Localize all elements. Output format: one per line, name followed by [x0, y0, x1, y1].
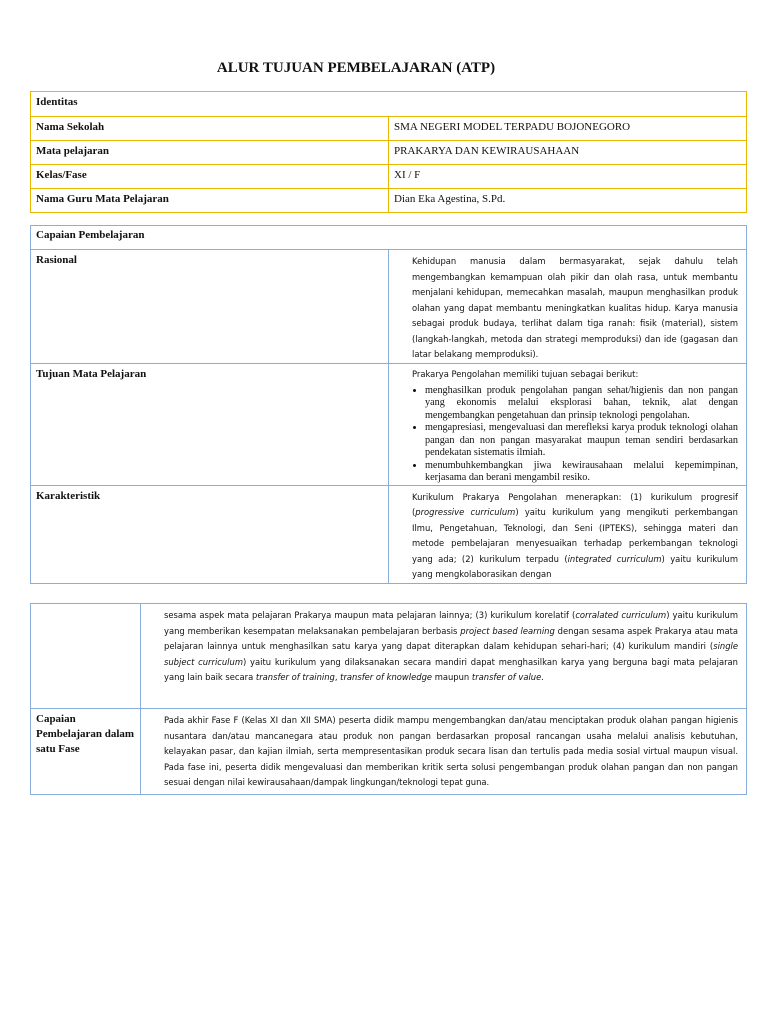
text-run: ) yaitu kurikulum yang memberikan kesempatan melaksanakan pembelajaran berbasis [164, 610, 738, 636]
text-run: ) yaitu kurikulum yang dilaksanakan secara mandiri dapat menghasilkan karya yang berguna bagi mata pelajaran yang lain baik secara [164, 656, 738, 682]
karakteristik-label-continued [31, 604, 141, 709]
value-kelas-fase: XI / F [389, 165, 747, 189]
fase-text: Pada akhir Fase F (Kelas XI dan XII SMA) peserta didik mampu mengembangkan dan/atau menciptakan produk olahan pangan higienis nusantara dan/atau mancanegara atau produk non pangan berdasarkan proposal rancangan usaha melalui analisis kebutuhan, kelayakan pasar, dan kajian ilmiah, serta mempresentasikan produk secara lisan dan tertulis pada media sosial virtual maupun visual. Pada fase ini, peserta didik mengevaluasi dan memberikan kritik serta solusi pengembangan produk olahan pangan dan non pangan sesuai dengan nilai kewirausahaan/dampak lingkungan/teknologi tepat guna. [141, 709, 747, 795]
text-italic: project based learning [460, 625, 555, 636]
text-run: . [541, 672, 544, 682]
tujuan-cell [389, 363, 747, 485]
label-nama-guru: Nama Guru Mata Pelajaran [31, 189, 389, 213]
page-title: ALUR TUJUAN PEMBELAJARAN (ATP) [216, 60, 496, 76]
text-italic: transfer of training [255, 672, 335, 682]
text-run: , [334, 672, 341, 682]
text-run: maupun [432, 672, 472, 682]
value-nama-sekolah: SMA NEGERI MODEL TERPADU BOJONEGORO [389, 117, 747, 141]
text-run: sesama aspek mata pelajaran Prakarya maupun mata pelajaran lainnya; (3) kurikulum korelatif ( [164, 610, 576, 620]
tujuan-intro: Prakarya Pengolahan memiliki tujuan sebagai berikut: [412, 368, 639, 379]
capaian-table-continued [30, 603, 747, 795]
text-run: ) yaitu kurikulum yang mengkolaborasikan dengan [412, 553, 738, 579]
rasional-text: Kehidupan manusia dalam bermasyarakat, sejak dahulu telah mengembangkan kemampuan olah pikir dan olah rasa, untuk membantu menjalani kehidupan, memecahkan masalah, maupun menghasilkan produk olahan yang dapat membantu meningkatkan kualitas hidup. Karya manusia sebagai produk budaya, terlihat dalam tiga ranah: fisik (material), sistem (langkah-langkah, metoda dan strategi memproduksi) dan ide (gagasan dan latar belakang memproduksi). [389, 250, 747, 364]
text-italic: transfer of value [471, 672, 542, 682]
capaian-table [30, 225, 747, 584]
identitas-header: Identitas [31, 92, 747, 117]
fase-label: Capaian Pembelajaran dalam satu Fase [31, 709, 141, 795]
list-item: • menumbuhkembangkan jiwa kewirausahaan melalui kepemimpinan, kerjasama dan berani mengambil resiko. [425, 460, 738, 485]
karakteristik-label: Karakteristik [31, 485, 389, 583]
value-mata-pelajaran: PRAKARYA DAN KEWIRAUSAHAAN [389, 141, 747, 165]
text-italic: transfer of knowledge [340, 672, 433, 682]
text-italic: single subject curriculum [164, 641, 738, 667]
list-item: • menghasilkan produk pengolahan pangan sehat/higienis dan non pangan yang ekonomis melalui eksplorasi bahan, teknik, alat dengan mengembangkan pengetahuan dan prinsip teknologi pengolahan. [425, 385, 738, 423]
value-nama-guru: Dian Eka Agestina, S.Pd. [389, 189, 747, 213]
tujuan-list [412, 385, 738, 485]
text-italic: progressive curriculum [415, 507, 516, 517]
label-nama-sekolah: Nama Sekolah [31, 117, 389, 141]
karakteristik-text-part1 [389, 485, 747, 583]
label-mata-pelajaran: Mata pelajaran [31, 141, 389, 165]
text-italic: corralated curriculum [575, 610, 667, 620]
identitas-table [30, 91, 747, 213]
text-run: dengan sesama aspek Prakarya atau mata pelajaran lainnya untuk menghasilkan satu karya yang dapat diterapkan dalam kehidupan sehari-hari; (4) kurikulum mandiri ( [164, 625, 738, 651]
capaian-header: Capaian Pembelajaran [31, 226, 747, 250]
text-italic: integrated curriculum [567, 553, 662, 564]
list-item: • mengapresiasi, mengevaluasi dan merefleksi karya produk teknologi olahan pangan dan non pangan masyarakat maupun teman sendiri berdasarkan pendekatan sistematis ilmiah. [425, 422, 738, 460]
tujuan-label: Tujuan Mata Pelajaran [31, 363, 389, 485]
karakteristik-text-part2 [141, 604, 747, 709]
label-kelas-fase: Kelas/Fase [31, 165, 389, 189]
text-run: Kurikulum Prakarya Pengolahan menerapkan: (1) kurikulum progresif ( [412, 491, 738, 517]
text-run: ) yaitu kurikulum yang mengikuti perkembangan Ilmu, Pengetahuan, Teknologi, dan Seni (IPTEKS), sehingga materi dan metode pembelajaran menyesuaikan terhadap perkembangan teknologi yang ada; (2) kurikulum terpadu ( [412, 507, 738, 564]
rasional-label: Rasional [31, 250, 389, 364]
